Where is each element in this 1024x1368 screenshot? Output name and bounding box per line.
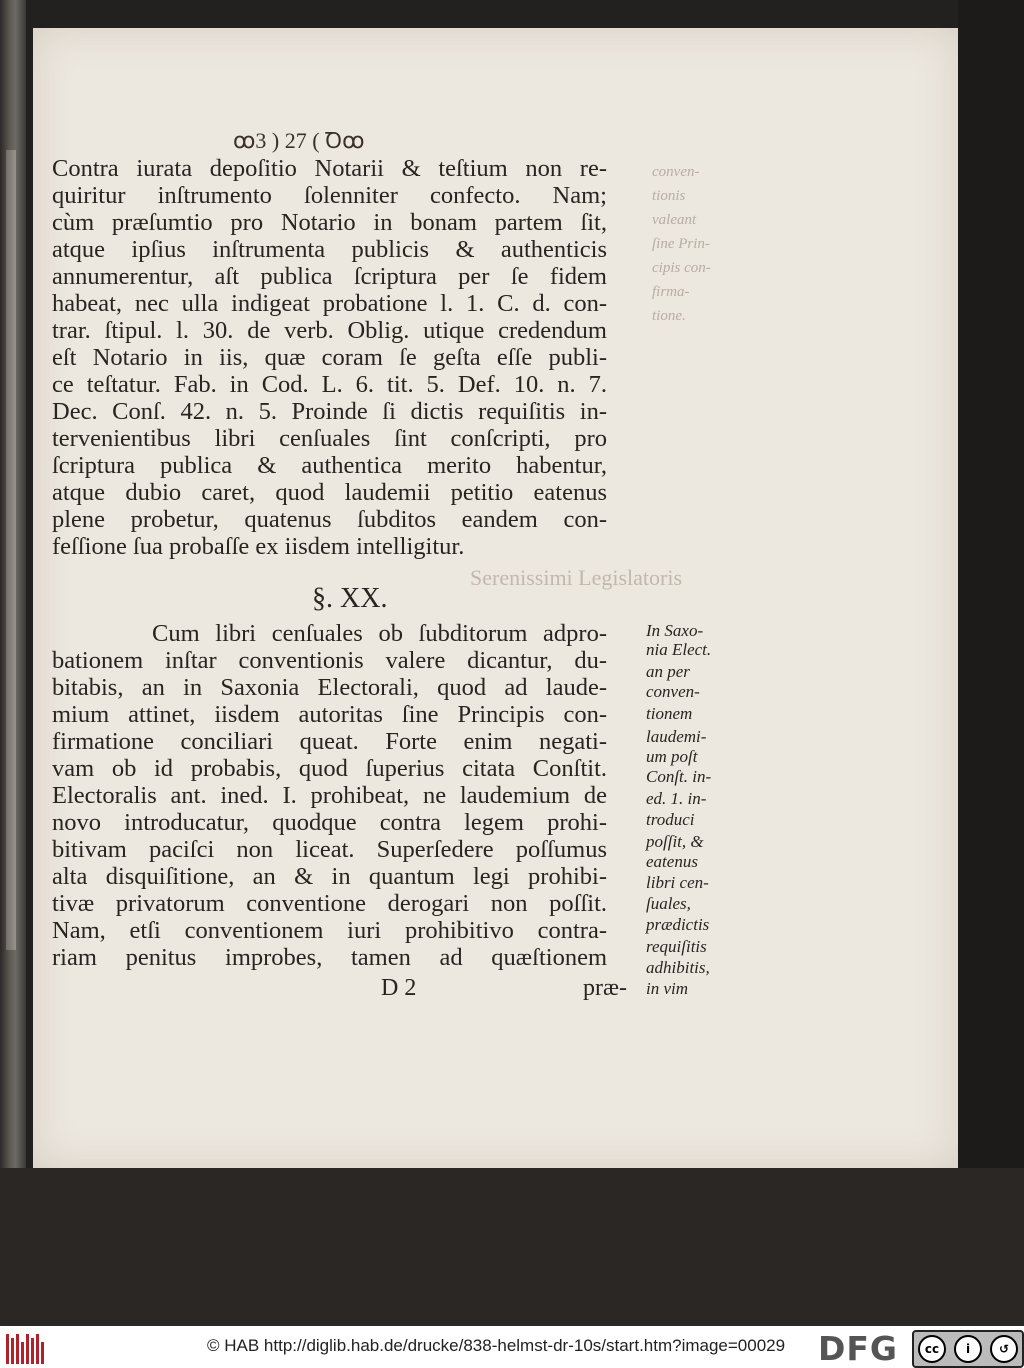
catchword: præ- bbox=[583, 975, 627, 1001]
margin-note-line: Conſt. in- bbox=[646, 767, 712, 786]
dfg-logo: DFG bbox=[818, 1329, 899, 1368]
text-line: bationem inſtar conventionis valere dicantur, du- bbox=[52, 647, 607, 674]
previous-page-edge bbox=[6, 150, 16, 950]
text-line: tivæ privatorum conventione derogari non poſſit. bbox=[52, 890, 607, 917]
margin-note-line: ed. 1. in- bbox=[646, 789, 707, 808]
margin-note-line: in vim bbox=[646, 979, 689, 998]
signature-mark: D 2 bbox=[381, 975, 417, 1001]
text-line: Electoralis ant. ined. I. prohibeat, ne laudemium de bbox=[52, 782, 607, 809]
text-line: bitabis, an in Saxonia Electorali, quod ad laude- bbox=[52, 674, 607, 701]
margin-note-line: In Saxo- bbox=[646, 621, 704, 640]
text-line: tervenientibus libri cenſuales ſint conſcripti, pro bbox=[52, 425, 607, 452]
scan-bottom-border bbox=[0, 1168, 1024, 1326]
margin-note-line: tionem bbox=[646, 704, 693, 723]
margin-note-line: um poſt bbox=[646, 747, 698, 766]
margin-note-line: nia Elect. bbox=[646, 640, 712, 659]
text-line: trar. ſtipul. l. 30. de verb. Oblig. utique credendum bbox=[52, 317, 607, 344]
margin-note-line: eatenus bbox=[646, 852, 698, 871]
text-line: plene probetur, quatenus ſubditos eandem con- bbox=[52, 506, 607, 533]
margin-note-line: adhibitis, bbox=[646, 958, 710, 977]
text-line: ſcriptura publica & authentica merito habentur, bbox=[52, 452, 607, 479]
section-heading: §. XX. bbox=[312, 583, 388, 614]
credit-bar bbox=[0, 1326, 1024, 1368]
running-header: ꝏ3 ) 27 ( Ꝺꝏ bbox=[233, 128, 365, 153]
show-through-margin: conven- tionis valeant ſine Prin- cipis con- firma- tione. bbox=[652, 164, 711, 324]
text-line: riam penitus improbes, tamen ad quæſtionem bbox=[52, 944, 607, 971]
scan-right-border bbox=[958, 0, 1024, 1170]
text-line: alta disquiſitione, an & in quantum legi prohibi- bbox=[52, 863, 607, 890]
hab-logo-icon bbox=[6, 1330, 44, 1364]
bleed-through-text: Serenissimi Legislatoris bbox=[470, 565, 683, 590]
margin-note-line: poſſit, & bbox=[646, 832, 704, 851]
text-line: habeat, nec ulla indigeat probatione l. 1. C. d. con- bbox=[52, 290, 607, 317]
source-link[interactable]: © HAB http://diglib.hab.de/drucke/838-helmst-dr-10s/start.htm?image=00029 bbox=[207, 1336, 786, 1355]
text-line: vam ob id probabis, quod ſuperius citata Conſtit. bbox=[52, 755, 607, 782]
text-line: Cum libri cenſuales ob ſubditorum adpro- bbox=[152, 620, 607, 647]
text-line: Dec. Conſ. 42. n. 5. Proinde ſi dictis requiſitis in- bbox=[52, 398, 607, 425]
text-line: mium attinet, iisdem autoritas ſine Principis con- bbox=[52, 701, 607, 728]
margin-note-line: requiſitis bbox=[646, 937, 707, 956]
text-line: atque dubio caret, quod laudemii petitio eatenus bbox=[52, 479, 607, 506]
text-line: cùm præſumtio pro Notario in bonam partem ſit, bbox=[52, 209, 607, 236]
margin-note-line: prædictis bbox=[646, 915, 710, 934]
margin-note-line: an per bbox=[646, 662, 690, 681]
margin-note-line: ſuales, bbox=[646, 894, 691, 913]
margin-note-line: troduci bbox=[646, 810, 695, 829]
book-spine-edge bbox=[0, 0, 26, 1170]
cc-icon: cc bbox=[918, 1335, 946, 1363]
margin-note-line: conven- bbox=[646, 682, 700, 701]
text-line: annumerentur, aſt publica ſcriptura per ſe fidem bbox=[52, 263, 607, 290]
margin-note-line: laudemi- bbox=[646, 727, 707, 746]
text-line: bitivam paciſci non liceat. Superſedere poſſumus bbox=[52, 836, 607, 863]
by-icon: i bbox=[954, 1335, 982, 1363]
text-line: eſt Notario in iis, quæ coram ſe geſta eſſe publi- bbox=[52, 344, 607, 371]
text-line: ce teſtatur. Fab. in Cod. L. 6. tit. 5. Def. 10. n. 7. bbox=[52, 371, 607, 398]
cc-license-badge[interactable] bbox=[912, 1330, 1024, 1368]
text-line: Nam, etſi conventionem iuri prohibitivo contra- bbox=[52, 917, 607, 944]
text-line: atque ipſius inſtrumenta publicis & authenticis bbox=[52, 236, 607, 263]
text-line: feſſione ſua probaſſe ex iisdem intelligitur. bbox=[52, 533, 465, 560]
text-line: firmatione conciliari queat. Forte enim negati- bbox=[52, 728, 607, 755]
text-line: quiritur inſtrumento ſolenniter confecto. Nam; bbox=[52, 182, 607, 209]
margin-note-line: libri cen- bbox=[646, 873, 709, 892]
sa-icon: ↺ bbox=[990, 1335, 1018, 1363]
text-line: novo introducatur, quodque contra legem prohi- bbox=[52, 809, 607, 836]
text-line: Contra iurata depoſitio Notarii & teſtium non re- bbox=[52, 155, 607, 182]
